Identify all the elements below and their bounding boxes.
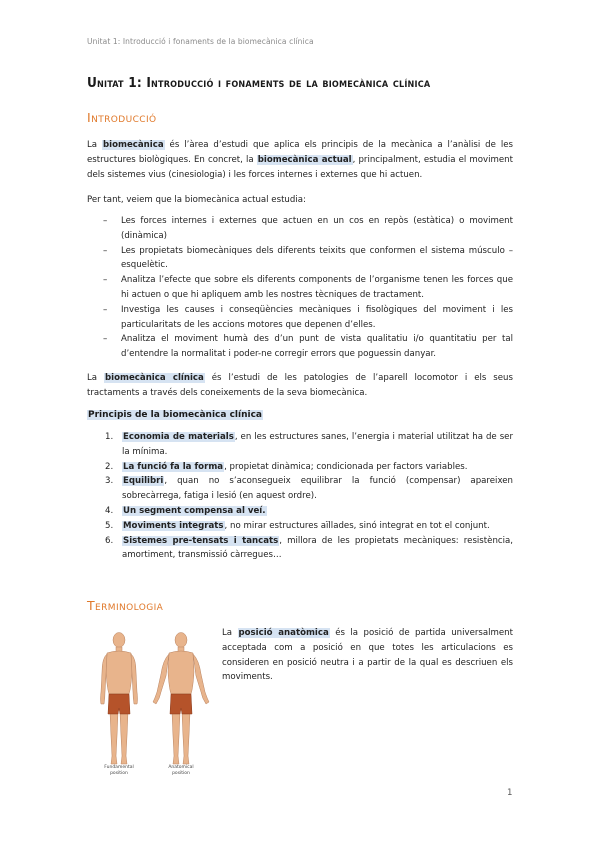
caption-line: position xyxy=(172,771,190,776)
principle-item xyxy=(87,460,513,475)
keyword-biomecanica: biomecànica xyxy=(102,140,164,150)
item-number: 5. xyxy=(105,520,114,531)
list-item xyxy=(87,214,513,244)
text-run: La xyxy=(222,628,238,638)
anatomical-positions-figure xyxy=(87,628,215,776)
principle-text: , no mirar estructures aïllades, sinó integrat en tot el conjunt. xyxy=(224,520,490,531)
principle-item xyxy=(87,504,513,519)
anatomical-position-figure xyxy=(153,633,209,765)
list-item xyxy=(87,273,513,303)
principle-item xyxy=(87,534,513,564)
principle-key: Equilibri xyxy=(123,476,164,487)
principle-key: La funció fa la forma xyxy=(123,461,224,472)
text-run: La xyxy=(87,373,105,383)
caption-anatomical-position xyxy=(159,765,203,777)
principle-item xyxy=(87,474,513,504)
principle-key: Moviments integrats xyxy=(123,520,224,531)
intro-paragraph-1 xyxy=(87,138,513,182)
keyword-posicio-anatomica: posició anatòmica xyxy=(238,628,329,638)
principles-heading-text: Principis de la biomecànica clínica xyxy=(88,410,262,420)
dash-bullet: – xyxy=(103,216,108,226)
page-number: 1 xyxy=(507,788,513,798)
list-item xyxy=(87,332,513,362)
principle-text: , en les estructures sanes, l’energia i material utilitzat ha de ser la mínima. xyxy=(122,432,513,457)
list-item xyxy=(87,303,513,333)
item-number: 2. xyxy=(105,461,114,472)
caption-line: Fundamental xyxy=(104,765,134,770)
principle-item xyxy=(87,430,513,460)
anatomical-position-paragraph xyxy=(222,626,513,685)
caption-fundamental-position xyxy=(97,765,141,777)
section-heading-introduccio: Introducció xyxy=(87,110,157,125)
principle-text: , quan no s’aconsegueix equilibrar la funció (compensar) apareixen sobrecàrrega, fatiga i lesió (en aquest ordre). xyxy=(122,476,513,502)
dash-bullet: – xyxy=(103,304,108,315)
principles-heading xyxy=(87,410,263,420)
keyword-biomecanica-actual: biomecànica actual xyxy=(257,154,352,165)
dash-bullet: – xyxy=(103,275,108,286)
item-number: 6. xyxy=(105,535,114,546)
caption-line: position xyxy=(110,771,128,776)
studies-list xyxy=(87,214,513,362)
list-item-text: Analitza l’efecte que sobre els diferents components de l’organisme tenen les forces que hi actuen o que hi apliquem amb les nostres tècniques de tractament. xyxy=(121,275,513,300)
page-title: Unitat 1: Introducció i fonaments de la biomecànica clínica xyxy=(87,75,431,91)
item-number: 4. xyxy=(105,505,114,516)
list-item-text: Les forces internes i externes que actuen en un cos en repòs (estàtica) o moviment (dinàmica) xyxy=(121,216,513,241)
principle-text: , propietat dinàmica; condicionada per factors variables. xyxy=(224,461,468,472)
dash-bullet: – xyxy=(103,245,108,256)
list-item-text: Investiga les causes i conseqüències mecàniques i fisològiques del moviment i les particularitats de les accions motores que depenen d’elles. xyxy=(121,304,513,330)
principles-list xyxy=(87,430,513,563)
section-heading-terminologia: Terminologia xyxy=(87,598,164,613)
list-item xyxy=(87,244,513,274)
keyword-biomecanica-clinica: biomecànica clínica xyxy=(105,373,204,383)
body-figures-illustration xyxy=(87,628,215,776)
principle-text: , millora de les propietats mecàniques: resistència, amortiment, transmissió càrregues… xyxy=(122,535,513,561)
dash-bullet: – xyxy=(103,334,108,345)
principle-key: Sistemes pre-tensats i tancats xyxy=(123,535,279,546)
principle-key: Un segment compensa al veí. xyxy=(123,505,266,516)
principle-item xyxy=(87,519,513,534)
caption-line: Anatomical xyxy=(168,765,194,770)
list-item-text: Analitza el moviment humà des d’un punt de vista qualitatiu i/o quantitatiu per tal d’entendre la normalitat i poder-ne corregir errors que poguessin danyar. xyxy=(121,334,513,360)
clinical-paragraph xyxy=(87,371,513,401)
item-number: 3. xyxy=(105,476,114,487)
text-run: , principalment, estudia el moviment dels sistemes vius (cinesiologia) i les forces internes i externes que hi actuen. xyxy=(87,154,513,180)
list-item-text: Les propietats biomecàniques dels diferents teixits que conformen el sistema músculo – esquelètic. xyxy=(121,245,513,271)
fundamental-position-figure xyxy=(101,633,138,765)
principle-key: Economia de materials xyxy=(123,432,234,442)
running-header: Unitat 1: Introducció i fonaments de la biomecànica clínica xyxy=(87,37,314,46)
text-run: és l’àrea d’estudi que aplica els principis de la mecànica a l’anàlisi de les estructures biològiques. En concret, la xyxy=(87,140,513,165)
text-run: és l’estudi de les patologies de l’aparell locomotor i els seus tractaments a través dels coneixements de la seva biomecànica. xyxy=(87,373,513,398)
intro-paragraph-2: Per tant, veiem que la biomecànica actual estudia: xyxy=(87,195,306,205)
text-run: La xyxy=(87,140,102,150)
text-run: és la posició de partida universalment acceptada com a posició en que totes les articulacions es consideren en posició neutra i a partir de la qual es descriuen els moviments. xyxy=(222,628,514,683)
item-number: 1. xyxy=(105,432,114,442)
